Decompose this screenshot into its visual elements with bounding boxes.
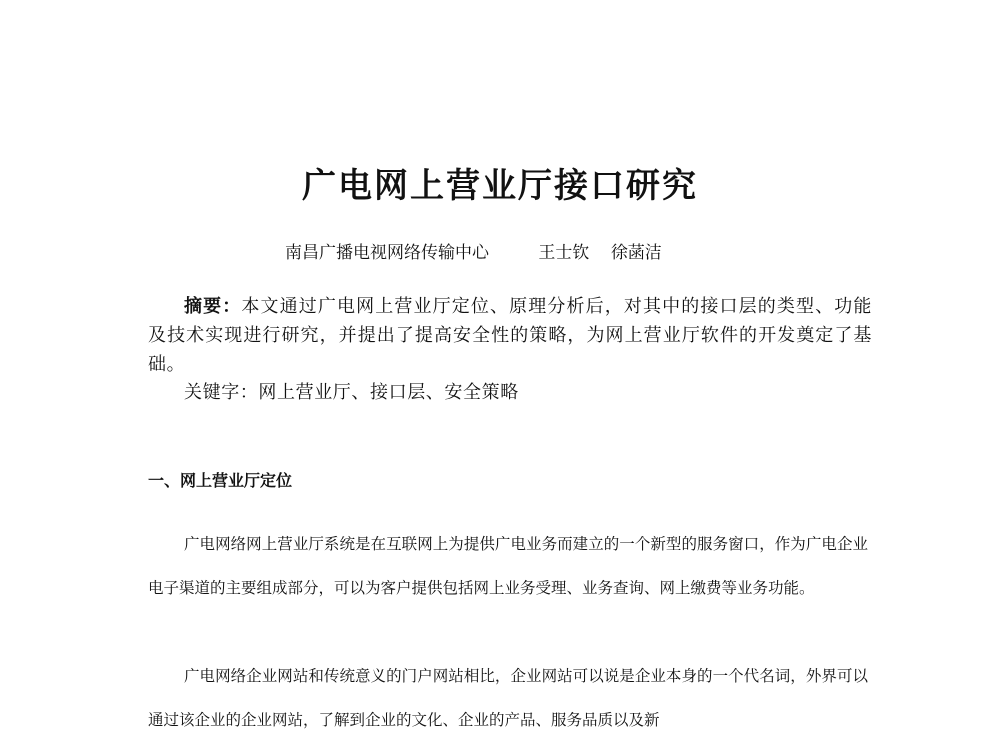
abstract xyxy=(148,292,872,379)
author-name: 王士钦 xyxy=(538,243,590,263)
abstract-label: 摘要： xyxy=(184,296,242,317)
keywords xyxy=(184,378,519,407)
body-paragraph: 广电网络企业网站和传统意义的门户网站相比，企业网站可以说是企业本身的一个代名词，外界可以通过该企业的企业网站，了解到企业的文化、企业的产品、服务品质以及新 xyxy=(148,667,868,729)
paper-title: 广电网上营业厅接口研究 xyxy=(302,166,698,206)
byline xyxy=(285,238,678,263)
body-paragraph: 广电网络网上营业厅系统是在互联网上为提供广电业务而建立的一个新型的服务窗口，作为广电企业电子渠道的主要组成部分，可以为客户提供包括网上业务受理、业务查询、网上缴费等业务功能。 xyxy=(148,535,868,597)
author-name: 徐菡洁 xyxy=(610,243,662,263)
author-affiliation: 南昌广播电视网络传输中心 xyxy=(285,243,489,263)
abstract-text: 本文通过广电网上营业厅定位、原理分析后，对其中的接口层的类型、功能及技术实现进行研究，并提出了提高安全性的策略，为网上营业厅软件的开发奠定了基础。 xyxy=(148,296,873,375)
keywords-label: 关键字： xyxy=(184,382,259,403)
section-heading: 一、网上营业厅定位 xyxy=(148,471,293,490)
keywords-text: 网上营业厅、接口层、安全策略 xyxy=(258,382,519,403)
